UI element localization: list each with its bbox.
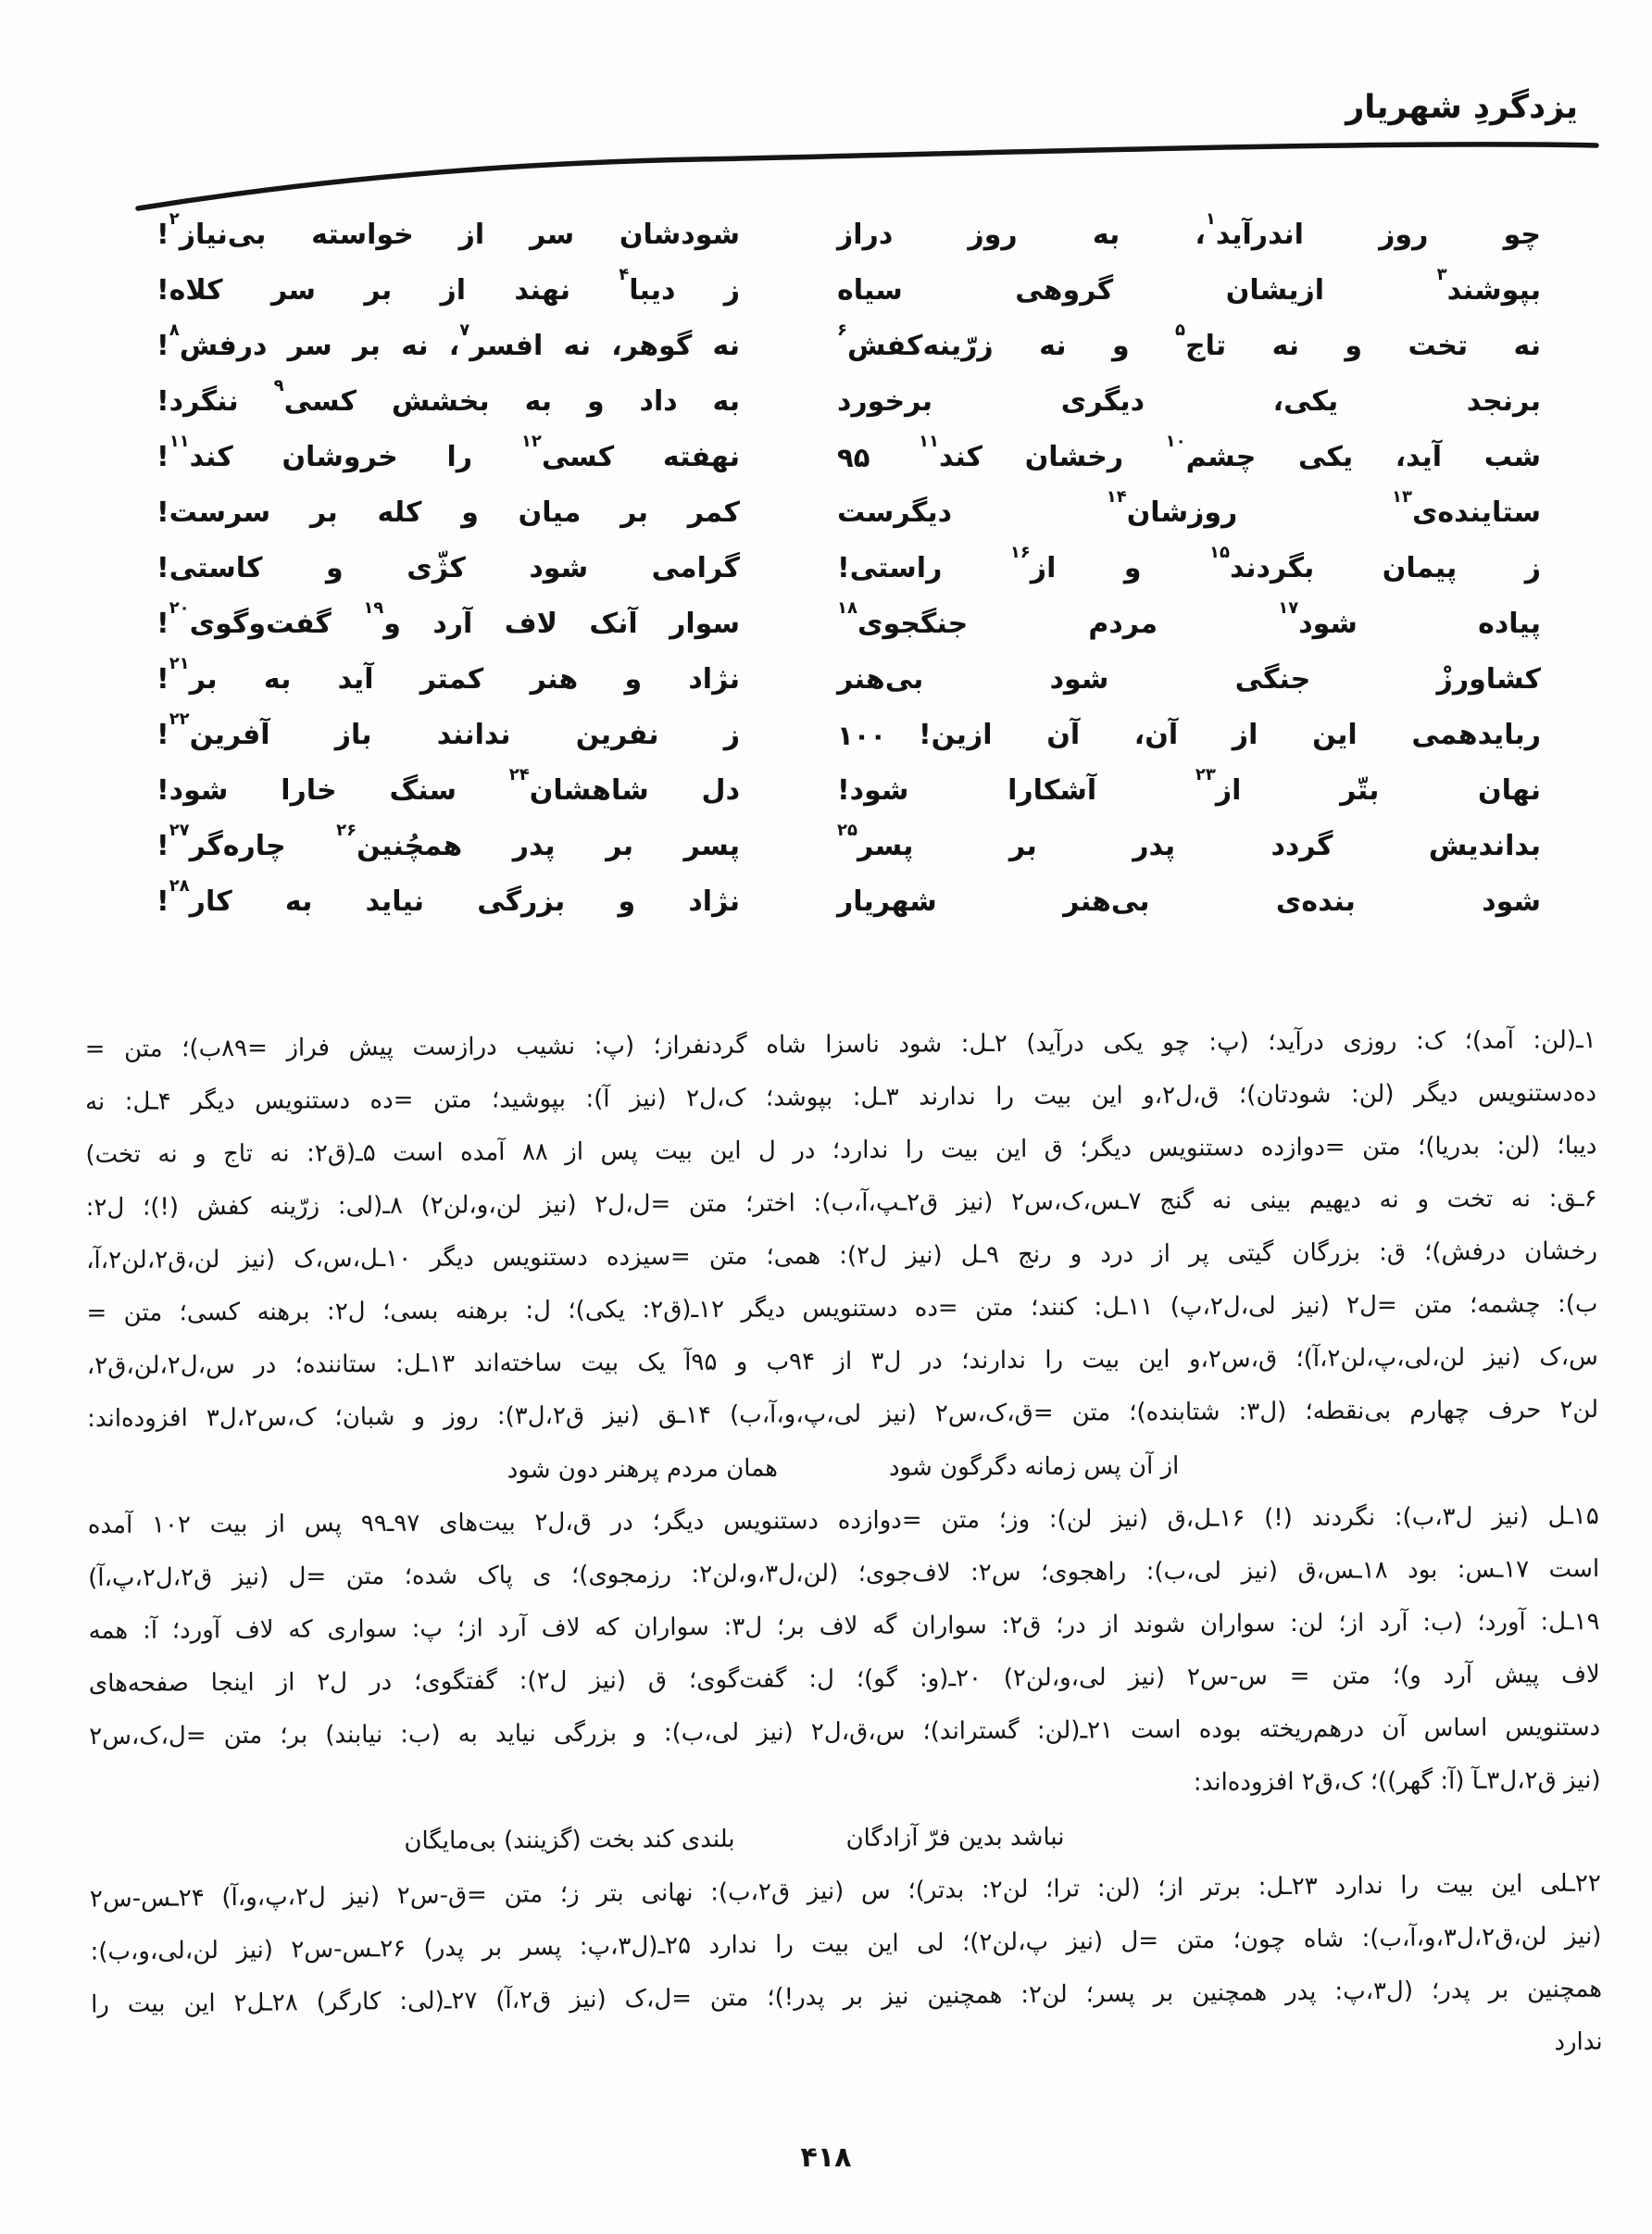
hemistich-second [156,492,740,534]
footnote-marker: ۲۱ [169,654,190,674]
hemistich-second-text: ز نفرین ندانند باز آفرین$^{۲۲}$! [156,709,740,751]
hemistich-second-text: گرامی شود کژّی و کاستی! [156,552,740,584]
footnote-marker: ۱۳ [1391,487,1412,508]
hemistich-first-text: ربایدهمی این از آن، آن ازین! [919,719,1541,751]
footnote-line: دیبا؛ (لن: بدریا)؛ متن =دوازده دستنویس دیگر؛ ق این بیت را ندارد؛ در ل این بیت پس از ۸۸ آمده است ۵ـ(ق۲: نه تاج و نه تخت) [85,1132,1597,1169]
hemistich-second [156,765,740,812]
hemistich-second-text: نه گوهر، نه افسر$^۷$، نه بر سر درفش$^۸$! [156,320,740,362]
poem-couplet-row [156,652,1541,708]
inline-verse-second-hemistich: همان مردم پرهنر دون شود [507,1454,779,1485]
hemistich-second-text: ز دیبا$^۴$ نهند از بر سر کلاه! [156,265,740,307]
hemistich-first-text: نهان بتّر از$^{۲۳}$ آشکارا شود! [837,765,1541,807]
hemistich-first [837,714,1541,757]
hemistich-first [837,209,1541,257]
hemistich-first-text: برنجد یکی، دیگری برخورد [837,385,1541,418]
poem-couplet-row [156,430,1541,485]
hemistich-second-text: به داد و به بخشش کسی$^۹$ ننگرد! [156,376,740,418]
hemistich-first [837,543,1542,590]
poem-couplet-row [156,485,1541,541]
hemistich-first-text: بپوشند$^۳$ ازیشان گروهی سیاه [837,265,1541,307]
footnote-marker: ۴ [619,265,630,285]
inline-verse-second-hemistich: بلندی کند بخت (گزینند) بی‌مایگان [404,1825,735,1855]
footnote-marker: ۱۶ [1009,543,1031,563]
footnote-line: است ۱۷ـس: بود ۱۸ـس،ق (نیز لی،ب): راهجوی؛ س۲: لاف‌جوی؛ (لن،ل۳،و،لن۲: رزمجوی)؛ ی پاک شده؛ متن =ل (نیز ق۲،ل۲،پ،آ) [88,1555,1600,1592]
poem-couplet-row [156,874,1541,930]
hemistich-second [156,265,740,312]
footnote-line: ۱۵ـل (نیز ل۳،ب): نگردند (!) ۱۶ـل،ق (نیز لن): وز؛ متن =دوازده دستنویس دیگر؛ در ق،ل۲ بیت‌های ۹۷ـ۹۹ پس از بیت ۱۰۲ آمده [87,1502,1599,1539]
hemistich-first [837,659,1541,701]
hemistich-second-text: کمر بر میان و کله بر سرست! [156,496,740,529]
verse-number: ۱۰۰ [837,720,887,751]
hemistich-second-text: پسر بر پدر همچُنین$^{۲۶}$ چاره‌گر$^{۲۷}$! [156,821,740,862]
footnote-marker: ۶ [837,320,847,341]
footnote-line: ندارد [1554,2027,1603,2056]
footnotes-para-a [85,1014,1599,1446]
hemistich-first-text: پیاده شود$^{۱۷}$ مردم جنگجوی$^{۱۸}$ [837,598,1541,640]
footnote-marker: ۱۹ [363,598,384,619]
hemistich-second-text: شودشان سر از خواسته بی‌نیاز$^۲$! [156,209,740,251]
hemistich-second-text: نهفته کسی$^{۱۲}$ را خروشان کند$^{۱۱}$! [156,432,740,473]
poem-couplet-row [156,708,1541,763]
hemistich-first [837,432,1541,479]
footnote-line: ۶ـق: نه تخت و نه دیهیم بینی نه گنج ۷ـس،ک،س۲ (نیز ق۲ـپ،آ،ب): اختر؛ متن =ل،ل۲ (نیز لن،و،لن۲) ۸ـ(لی: زرّینه کفش (!)؛ ل۲: [85,1185,1597,1222]
hemistich-first-text: شود بنده‌ی بی‌هنر شهریار [837,885,1541,918]
footnote-marker: ۱۱ [169,432,190,452]
footnote-line: رخشان درفش)؛ ق: بزرگان گیتی پر از درد و رنج ۹ـل (نیز ل۲): همی؛ متن =سیزده دستنویس دیگر ۱۰ـل،س،ک (نیز لن،ق۲،لن۲،آ، [85,1237,1598,1274]
footnote-marker: ۲۲ [169,709,190,730]
inline-verse-first-hemistich: نباشد بدین فرّ آزادگان [845,1823,1065,1852]
hemistich-second [156,876,740,923]
hemistich-second [156,709,740,757]
footnote-line: همچنین بر پدر؛ (ل۳،پ: پدر همچنین بر پسر؛ لن۲: همچنین نیز بر پدر!)؛ متن =ل،ک (نیز ق۲،آ) ۲۷ـ(لی: کارگر) ۲۸ـل۲ این بیت را [90,1975,1603,2019]
poem-couplet-row [156,541,1541,596]
footnote-line: ب): چشمه؛ متن =ل۲ (نیز لی،ل۲،پ) ۱۱ـل: کنند؛ متن =ده دستنویس دیگر ۱۲ـ(ق۲: یکی)؛ ل: برهنه بسی؛ ل۲: برهنه کسی؛ متن = [86,1290,1598,1327]
footnote-marker: ۱۰ [1165,432,1186,452]
footnote-line: ده‌دستنویس دیگر (لن: شودتان)؛ ق،ل۲،و این بیت را ندارند ۳ـل: بپوشد؛ ک،ل۲ (نیز آ): بپوشید؛ متن =ده دستنویس دیگر ۴ـل: نه [84,1079,1597,1116]
hemistich-first-text: ز پیمان بگردند$^{۱۵}$ و از$^{۱۶}$ راستی! [837,543,1542,584]
hemistich-second [156,376,740,423]
page-number: ۴۱۸ [800,2141,852,2174]
hemistich-second-text: سوار آنک لاف آرد و$^{۱۹}$ گفت‌وگوی$^{۲۰}$! [156,598,740,640]
hemistich-first-text: شب آید، یکی چشم$^{۱۰}$ رخشان کند$^{۱۱}$ [919,432,1541,473]
hemistich-second [156,209,740,257]
footnote-marker: ۸ [169,320,180,341]
poem-couplet-row [156,319,1541,374]
footnote-inline-verse-1 [87,1437,1598,1500]
hemistich-first-text: چو روز اندرآید$^۱$، به روز دراز [837,209,1541,251]
hemistich-first [837,598,1541,646]
footnote-marker: ۱۷ [1278,598,1299,619]
footnote-line: (نیز ق۲،ل۳ـآ (آ: گهر))؛ ک،ق۲ افزوده‌اند: [1193,1766,1601,1797]
footnote-marker: ۹ [273,376,284,396]
poem-couplet-row [156,596,1541,652]
poem-couplet-row [156,207,1541,263]
hemistich-second [156,654,740,701]
hemistich-first [837,265,1541,312]
hemistich-first-text: کشاورزْ جنگی شود بی‌هنر [837,663,1541,696]
footnote-marker: ۲۶ [336,821,357,841]
poem-couplet-row [156,374,1541,430]
footnote-marker: ۲۴ [508,765,530,785]
footnote-marker: ۲۰ [169,598,190,619]
footnotes [85,1014,1603,2081]
poem-couplet-row [156,819,1541,874]
footnote-marker: ۲۵ [837,821,857,841]
footnote-marker: ۱۸ [837,598,857,619]
footnote-line: ۱۹ـل: آورد؛ (ب: آرد از؛ لن: سواران شوند از در؛ ق۲: سواران گه لاف بر؛ ل۳: سواران که لاف آرد از؛ پ: سواری که لاف آورد؛ آ: همه [88,1608,1600,1645]
footnote-line: لاف پیش آرد و)؛ متن = س-س۲ (نیز لی،و،لن۲) ۲۰ـ(و: گو)؛ ل: گفت‌گوی؛ ق (نیز ل۲): گفتگوی؛ در ل۲ از اینجا صفحه‌های [88,1661,1600,1698]
footnote-marker: ۷ [459,320,470,341]
footnote-marker: ۲۸ [169,876,190,897]
footnote-marker: ۱۲ [520,432,542,452]
footnote-line: دستنویس اساس آن درهم‌ریخته بوده است ۲۱ـ(لن: گستراند)؛ س،ق،ل۲ (نیز لی،ب): و بزرگی نیاید به (ب: نیابند) بر؛ متن =ل،ک،س۲ [89,1713,1601,1751]
hemistich-first [837,381,1541,423]
footnote-marker: ۱ [1205,209,1216,230]
footnote-marker: ۲۷ [169,821,190,841]
hemistich-second-text: دل شاهشان$^{۲۴}$ سنگ خارا شود! [156,765,740,807]
hemistich-first-text: نه تخت و نه تاج$^۵$ و نه زرّینه‌کفش$^۶$ [837,320,1541,362]
hemistich-first [837,881,1541,923]
inline-verse-first-hemistich: از آن پس زمانه دگرگون شود [888,1451,1180,1482]
hemistich-first [837,821,1541,868]
hemistich-first [837,320,1541,368]
hemistich-first-text: ستاینده‌ی$^{۱۳}$ روزشان$^{۱۴}$ دیگرست [837,487,1541,529]
footnote-marker: ۵ [1175,320,1186,341]
hemistich-second [156,598,740,646]
hemistich-second-text: نژاد و هنر کمتر آید به بر$^{۲۱}$! [156,654,740,696]
footnote-line: لن۲ حرف چهارم بی‌نقطه؛ (ل۳: شتابنده)؛ متن =ق،ک،س۲ (نیز لی،پ،و،آ،ب) ۱۴ـق (نیز ق۲،ل۳): روز و شبان؛ ک،س۲،ل۳ افزوده‌اند: [87,1396,1599,1433]
hemistich-second [156,821,740,868]
poem-couplet-row [156,263,1541,319]
page-header-title: یزدگردِ شهریار [1345,89,1578,126]
footnote-line: ۲۲ـلی این بیت را ندارد ۲۳ـل: برتر از؛ (لن: ترا؛ لن۲: بدتر)؛ س (نیز ق۲،ب): نهانی بتر ز؛ متن =ق-س۲ (نیز ل۲،پ،و،آ) ۲۴ـس-س۲ [89,1869,1602,1914]
hemistich-first-text: بداندیش گردد پدر بر پسر$^{۲۵}$ [837,821,1541,862]
footnote-line: ۱ـ(لن: آمد)؛ ک: روزی درآید؛ (پ: چو یکی درآید) ۲ـل: شود ناسزا شاه گردنفراز؛ (پ: نشیب درازست پیش فراز =۸۹ب)؛ متن = [84,1026,1596,1063]
footnote-line: (نیز لن،ق۲،ل۳،و،آ،ب): شاه چون؛ متن =ل (نیز پ،لن۲)؛ لی این بیت را ندارد ۲۵ـ(ل۳،پ: پسر بر پدر) ۲۶ـس-س۲ (نیز لن،لی،و،ب): [90,1922,1602,1966]
hemistich-first [837,487,1541,534]
poem-couplet-row [156,763,1541,819]
footnote-marker: ۱۴ [1106,487,1127,508]
poem-rows [156,207,1541,930]
footnote-marker: ۱۱ [919,432,939,452]
verse-number: ۹۵ [837,442,870,473]
footnotes-para-c [90,1857,1603,2084]
footnote-line: س،ک (نیز لن،لی،پ،لن۲،آ)؛ ق،س۲،و این بیت را ندارند؛ در ل۳ از ۹۴ب و ۹۵آ یک بیت ساخته‌اند ۱۳ـل: ستاننده؛ در س،ل۲،لن،ق۲، [86,1343,1598,1380]
hemistich-second-text: نژاد و بزرگی نیاید به کار$^{۲۸}$! [156,876,740,918]
hemistich-second [156,320,740,368]
footnote-marker: ۱۵ [1208,543,1230,563]
hemistich-second [156,432,740,479]
footnote-marker: ۲۳ [1195,765,1216,785]
footnote-marker: ۲ [169,209,180,230]
hemistich-first [837,765,1541,812]
footnotes-para-b [88,1490,1601,1816]
hemistich-second [156,547,740,590]
footnote-marker: ۳ [1436,265,1447,285]
